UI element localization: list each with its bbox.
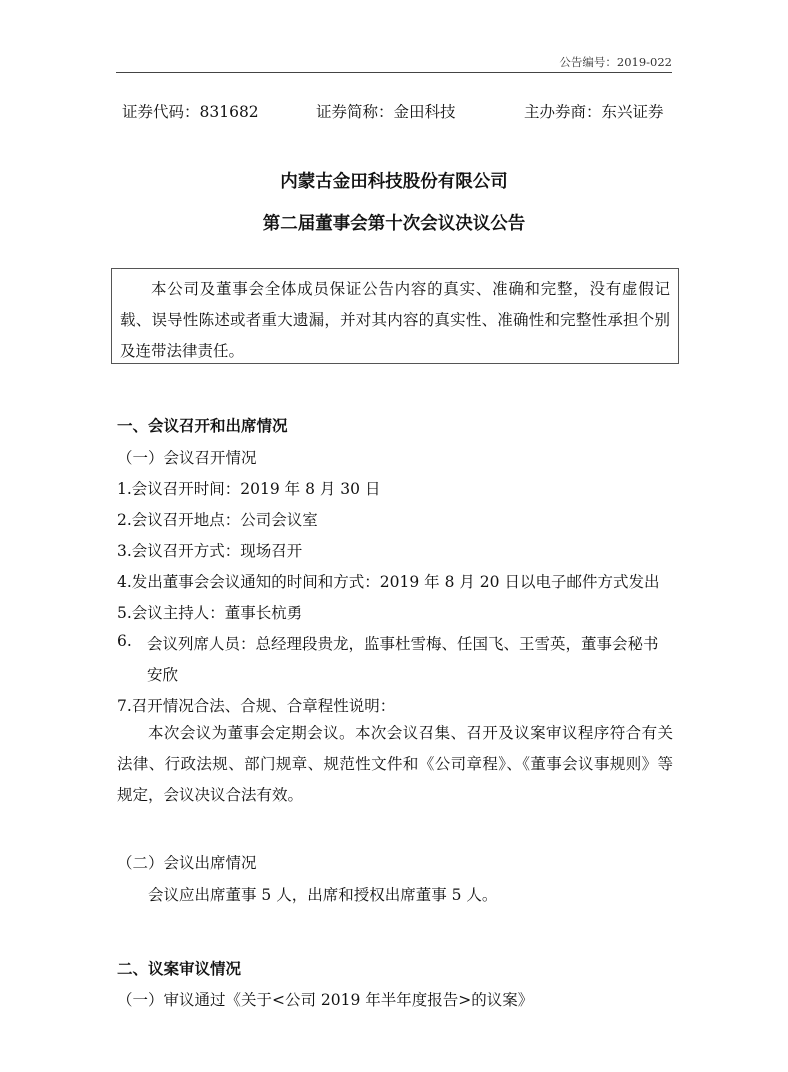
security-code: 证券代码：831682 — [122, 103, 259, 121]
section2-sub1: （一）审议通过《关于<公司 2019 年半年度报告>的议案》 — [117, 991, 534, 1009]
announcement-number: 公告编号：2019-022 — [559, 55, 672, 69]
meeting-item: 3.会议召开方式：现场召开 — [117, 542, 303, 560]
responsibility-notice-text: 本公司及董事会全体成员保证公告内容的真实、准确和完整，没有虚假记载、误导性陈述或者重大遗漏，并对其内容的真实性、准确性和完整性承担个别及连带法律责任。 — [120, 280, 670, 360]
section2-heading: 二、议案审议情况 — [117, 960, 242, 978]
section1-sub1: （一）会议召开情况 — [117, 449, 257, 467]
meeting-item-7: 7.召开情况合法、合规、合章程性说明： — [117, 697, 396, 715]
meeting-item: 5.会议主持人：董事长杭勇 — [117, 604, 303, 622]
sponsor-broker: 主办券商：东兴证券 — [524, 103, 664, 121]
attendance-statement: 会议应出席董事 5 人，出席和授权出席董事 5 人。 — [148, 886, 498, 904]
meeting-item-6-line2: 安欣 — [147, 666, 179, 684]
meeting-item: 2.会议召开地点：公司会议室 — [117, 511, 318, 529]
meeting-item-6-number: 6. — [117, 632, 132, 650]
section1-sub2: （二）会议出席情况 — [117, 854, 257, 872]
meeting-item-6-line1: 会议列席人员：总经理段贵龙，监事杜雪梅、任国飞、王雪英，董事会秘书 — [147, 635, 659, 653]
responsibility-notice-box — [111, 268, 679, 364]
meeting-item: 1.会议召开时间：2019 年 8 月 30 日 — [117, 480, 381, 498]
section1-heading: 一、会议召开和出席情况 — [117, 417, 288, 435]
announcement-title: 第二届董事会第十次会议决议公告 — [262, 214, 526, 234]
compliance-statement: 本次会议为董事会定期会议。本次会议召集、召开及议案审议程序符合有关法律、行政法规、部门规章、规范性文件和《公司章程》、《董事会议事规则》等规定，会议决议合法有效。 — [117, 724, 673, 804]
meeting-item: 4.发出董事会会议通知的时间和方式：2019 年 8 月 20 日以电子邮件方式发出 — [117, 573, 660, 591]
company-name-title: 内蒙古金田科技股份有限公司 — [280, 172, 508, 192]
security-abbreviation: 证券简称：金田科技 — [316, 103, 456, 121]
header-rule — [116, 72, 672, 73]
